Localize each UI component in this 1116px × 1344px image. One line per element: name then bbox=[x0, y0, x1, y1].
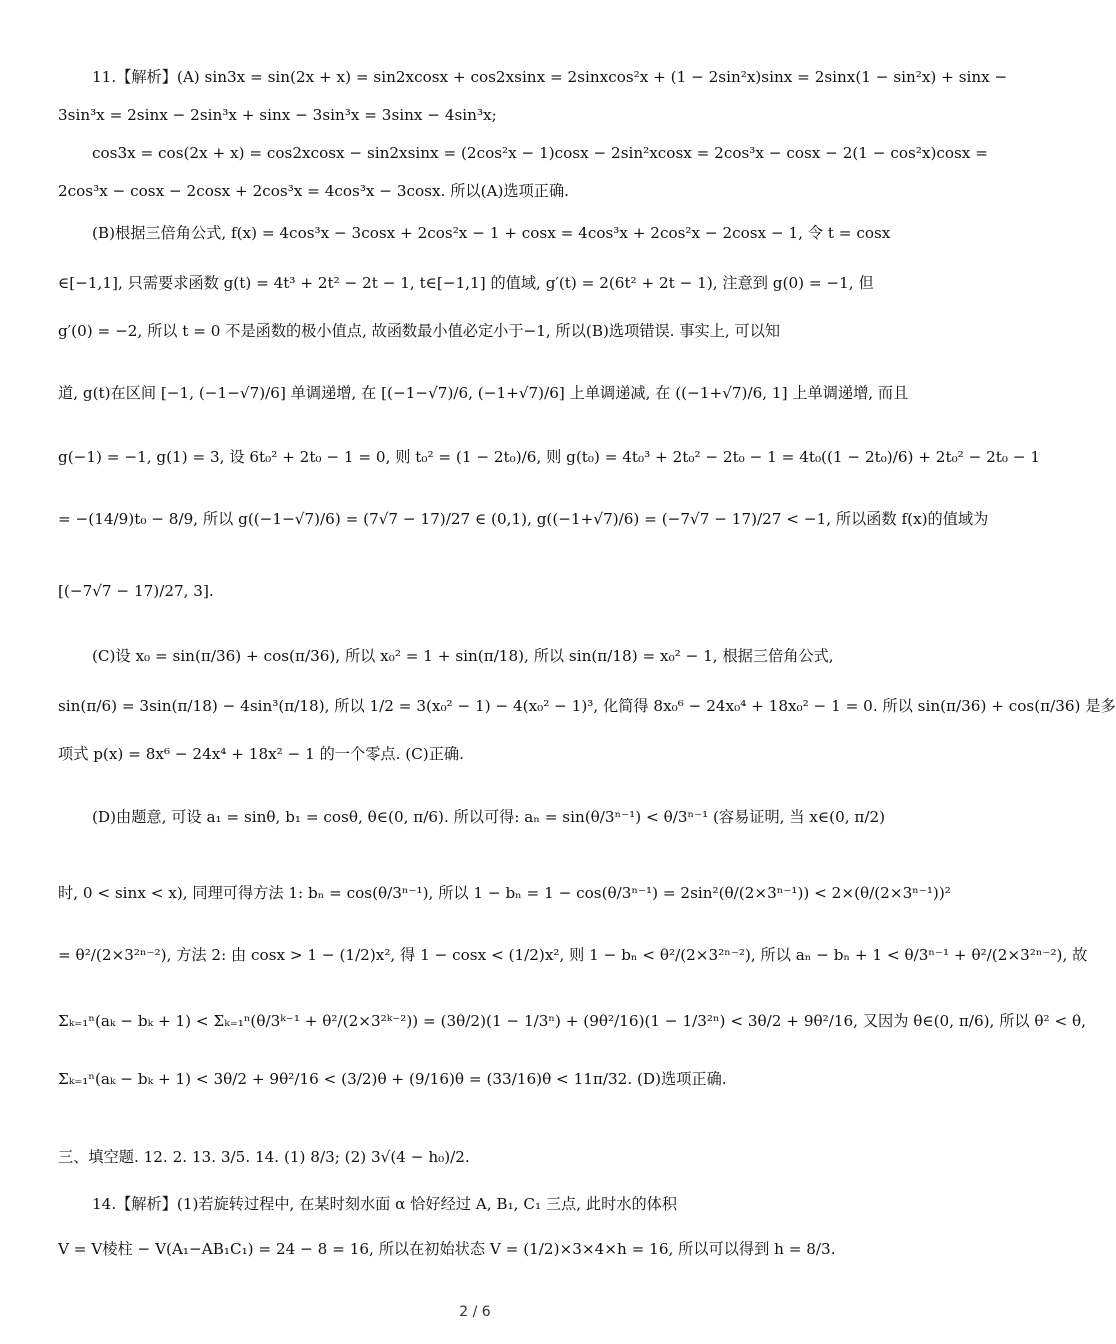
text-line: g′(0) = −2, 所以 t = 0 不是函数的极小值点, 故函数最小值必定小于−1, 所以(B)选项错误. 事实上, 可以知 bbox=[58, 322, 781, 340]
text-line: = −(14/9)t₀ − 8/9, 所以 g((−1−√7)/6) = (7√7 − 17)/27 ∈ (0,1), g((−1+√7)/6) = (−7√7 − 17)/27 < −1, 所以函数 f(x)的值域为 bbox=[58, 510, 989, 528]
text-line: g(−1) = −1, g(1) = 3, 设 6t₀² + 2t₀ − 1 = 0, 则 t₀² = (1 − 2t₀)/6, 则 g(t₀) = 4t₀³ + 2t₀² − 2t₀ − 1 = 4t₀((1 − 2t₀)/6) + 2t₀² − 2t₀ − 1 bbox=[58, 448, 1041, 466]
text-line: Σₖ₌₁ⁿ(aₖ − bₖ + 1) < 3θ/2 + 9θ²/16 < (3/2)θ + (9/16)θ = (33/16)θ < 11π/32. (D)选项正确. bbox=[58, 1070, 727, 1088]
text-line: sin(π/6) = 3sin(π/18) − 4sin³(π/18), 所以 1/2 = 3(x₀² − 1) − 4(x₀² − 1)³, 化简得 8x₀⁶ − 24x₀⁴ + 18x₀² − 1 = 0. 所以 sin(π/36) + cos(π/36) 是多 bbox=[58, 697, 1116, 715]
text-line: cos3x = cos(2x + x) = cos2xcosx − sin2xsinx = (2cos²x − 1)cosx − 2sin²xcosx = 2cos³x − cosx − 2(1 − cos²x)cosx = bbox=[92, 144, 988, 162]
text-line: 道, g(t)在区间 [−1, (−1−√7)/6] 单调递增, 在 [(−1−√7)/6, (−1+√7)/6] 上单调递减, 在 ((−1+√7)/6, 1] 上单调递增, 而且 bbox=[58, 384, 909, 402]
text-line: 项式 p(x) = 8x⁶ − 24x⁴ + 18x² − 1 的一个零点. (C)正确. bbox=[58, 745, 464, 763]
text-line: = θ²/(2×3²ⁿ⁻²), 方法 2: 由 cosx > 1 − (1/2)x², 得 1 − cosx < (1/2)x², 则 1 − bₙ < θ²/(2×3²ⁿ⁻²), 所以 aₙ − bₙ + 1 < θ/3ⁿ⁻¹ + θ²/(2×3²ⁿ⁻²), 故 bbox=[58, 946, 1088, 964]
text-line: V = V棱柱 − V(A₁−AB₁C₁) = 24 − 8 = 16, 所以在初始状态 V = (1/2)×3×4×h = 16, 所以可以得到 h = 8/3. bbox=[58, 1240, 836, 1258]
text-line: 3sin³x = 2sinx − 2sin³x + sinx − 3sin³x = 3sinx − 4sin³x; bbox=[58, 106, 497, 124]
text-line: [(−7√7 − 17)/27, 3]. bbox=[58, 582, 214, 600]
text-line: 11.【解析】(A) sin3x = sin(2x + x) = sin2xcosx + cos2xsinx = 2sinxcos²x + (1 − 2sin²x)sinx = 2sinx(1 − sin²x) + sinx − bbox=[92, 68, 1008, 86]
text-line: 时, 0 < sinx < x), 同理可得方法 1: bₙ = cos(θ/3ⁿ⁻¹), 所以 1 − bₙ = 1 − cos(θ/3ⁿ⁻¹) = 2sin²(θ/(2×3ⁿ⁻¹)) < 2×(θ/(2×3ⁿ⁻¹))² bbox=[58, 884, 951, 902]
text-line: ∈[−1,1], 只需要求函数 g(t) = 4t³ + 2t² − 2t − 1, t∈[−1,1] 的值域, g′(t) = 2(6t² + 2t − 1), 注意到 g(0) = −1, 但 bbox=[58, 274, 874, 292]
text-line: Σₖ₌₁ⁿ(aₖ − bₖ + 1) < Σₖ₌₁ⁿ(θ/3ᵏ⁻¹ + θ²/(2×3²ᵏ⁻²)) = (3θ/2)(1 − 1/3ⁿ) + (9θ²/16)(1 − 1/3²ⁿ) < 3θ/2 + 9θ²/16, 又因为 θ∈(0, π/6), 所以 θ² < θ, bbox=[58, 1012, 1086, 1030]
text-line: (D)由题意, 可设 a₁ = sinθ, b₁ = cosθ, θ∈(0, π/6). 所以可得: aₙ = sin(θ/3ⁿ⁻¹) < θ/3ⁿ⁻¹ (容易证明, 当 x∈(0, π/2) bbox=[92, 808, 886, 826]
text-line: 14.【解析】(1)若旋转过程中, 在某时刻水面 α 恰好经过 A, B₁, C₁ 三点, 此时水的体积 bbox=[92, 1195, 678, 1213]
page-number: 2 / 6 bbox=[459, 1304, 491, 1320]
text-line: 2cos³x − cosx − 2cosx + 2cos³x = 4cos³x − 3cosx. 所以(A)选项正确. bbox=[58, 182, 569, 200]
text-line: 三、填空题. 12. 2. 13. 3/5. 14. (1) 8/3; (2) 3√(4 − h₀)/2. bbox=[58, 1148, 470, 1166]
text-line: (C)设 x₀ = sin(π/36) + cos(π/36), 所以 x₀² = 1 + sin(π/18), 所以 sin(π/18) = x₀² − 1, 根据三倍角公式, bbox=[92, 647, 834, 665]
text-line: (B)根据三倍角公式, f(x) = 4cos³x − 3cosx + 2cos²x − 1 + cosx = 4cos³x + 2cos²x − 2cosx − 1, 令 t = cosx bbox=[92, 224, 891, 242]
